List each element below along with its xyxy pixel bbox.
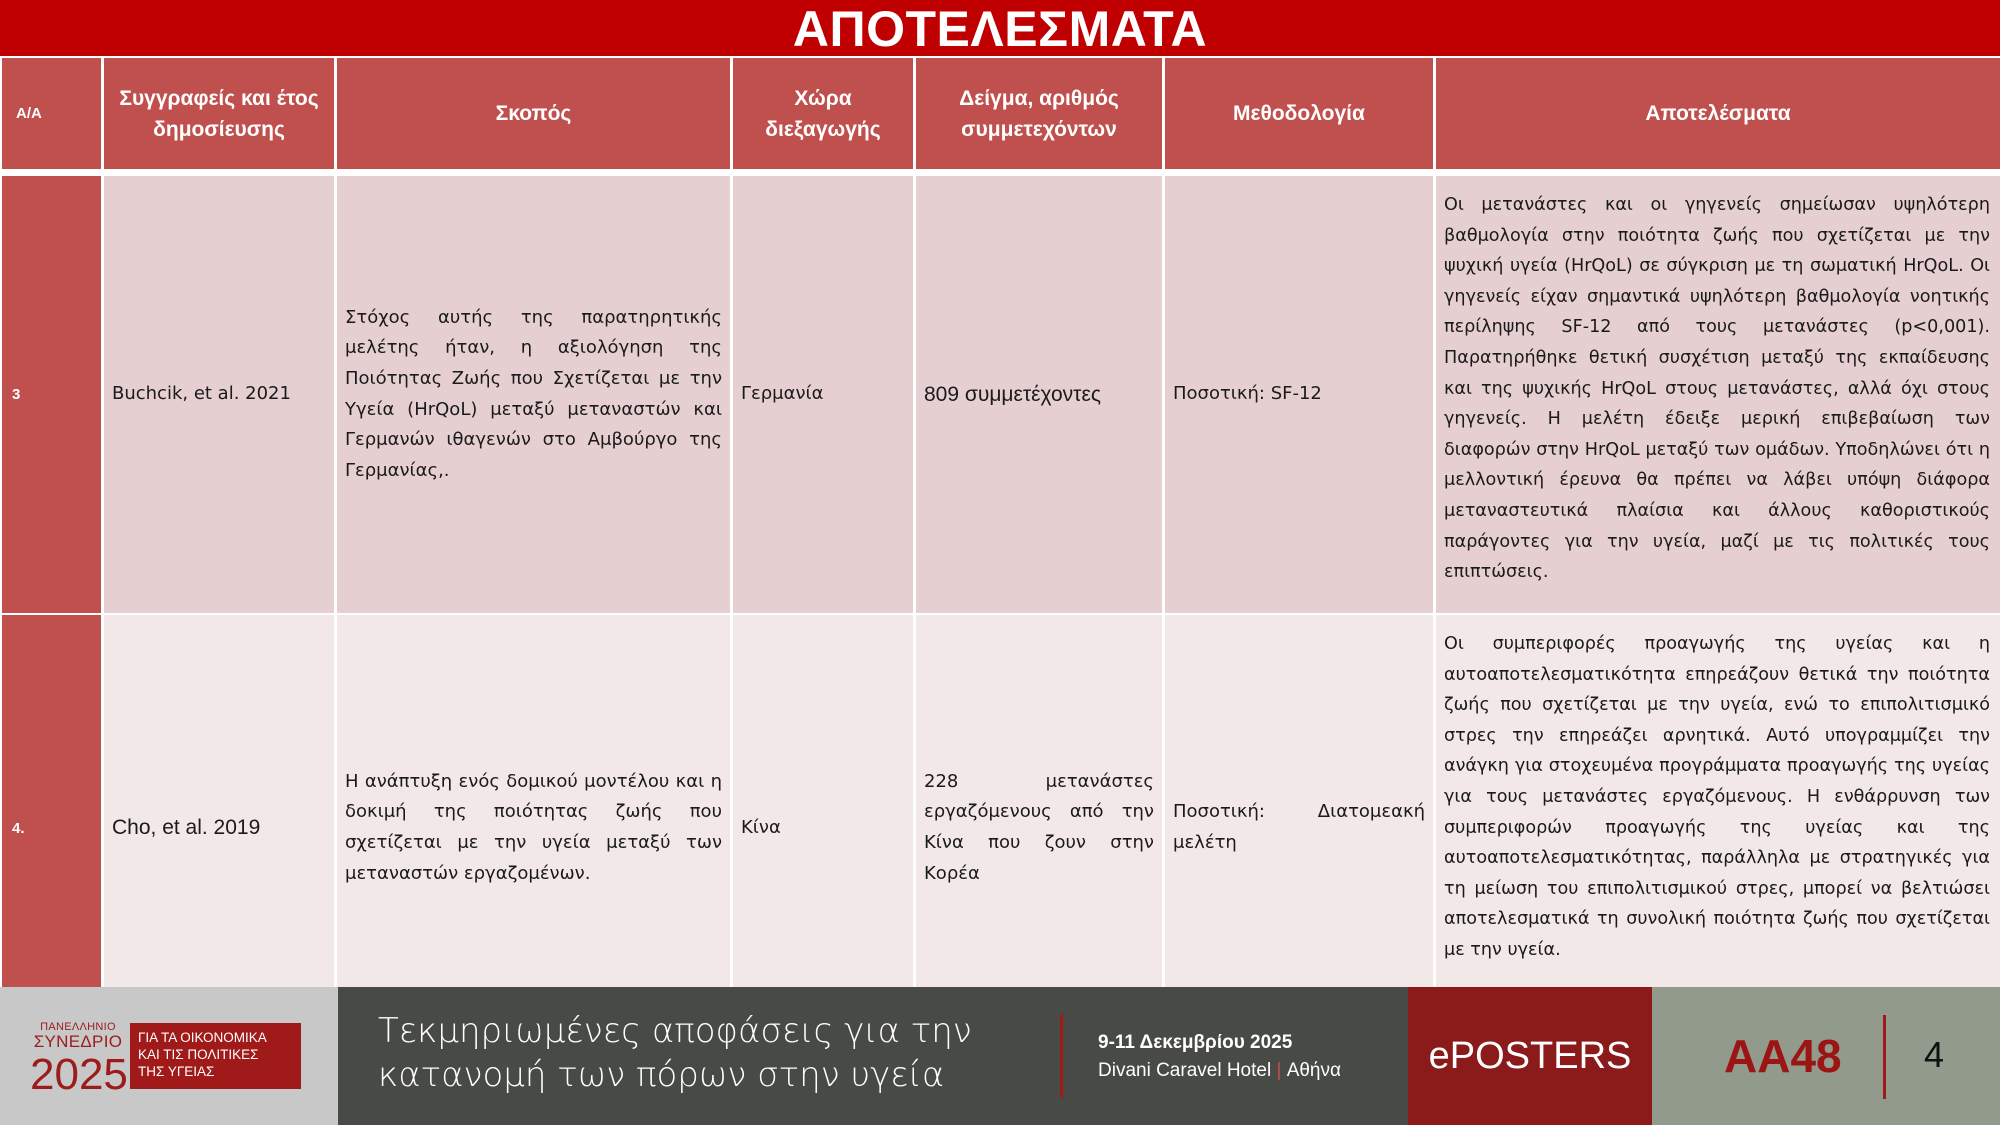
authors-text: Buchcik, et al. 2021 bbox=[112, 383, 291, 405]
event-info bbox=[1098, 1029, 1341, 1085]
row-aim bbox=[337, 615, 730, 1041]
poster-code: AA48 bbox=[1724, 1030, 1842, 1082]
divider bbox=[1060, 1014, 1063, 1098]
row-sample bbox=[916, 176, 1162, 613]
row-number: 3 bbox=[2, 176, 101, 613]
conference-slogan bbox=[378, 1009, 1018, 1097]
table-row bbox=[0, 176, 2000, 613]
authors-text: Cho, et al. 2019 bbox=[112, 816, 261, 839]
conference-logo bbox=[0, 987, 338, 1125]
country-text: Κίνα bbox=[741, 816, 781, 838]
event-location bbox=[1098, 1057, 1341, 1085]
conference-topic-box bbox=[130, 1023, 301, 1089]
eposters-label: ePOSTERS bbox=[1408, 987, 1652, 1125]
row-authors bbox=[104, 615, 334, 1041]
header-authors: Συγγραφείς και έτος δημοσίευσης bbox=[104, 58, 334, 169]
conference-line2: ΣΥΝΕΔΡΙΟ bbox=[33, 1032, 123, 1051]
conference-topic-1: ΓΙΑ ΤΑ ΟΙΚΟΝΟΜΙΚΑ bbox=[138, 1030, 267, 1045]
row-results bbox=[1436, 176, 2000, 613]
event-city: Αθήνα bbox=[1286, 1060, 1341, 1081]
results-text: Οι συμπεριφορές προαγωγής της υγείας και η αυτοαποτελεσματικότητα επηρεάζουν θετικά την ποιότητα ζωής που σχετίζεται με την υγεία, ενώ το επιπολιτισμικό στρες την επηρεάζει αρνητικά. Αυτό υπογραμμίζει την ανάγκη για στοχευμένα προγράμματα προαγωγής της υγείας για τους μετανάστες εργαζόμενους. Η ενθάρρυνση των συμπεριφορών προαγωγής της υγείας και της αυτοαποτελεσματικότητας, παράλληλα με στρατηγικές για τη μείωση του επιπολιτισμικού στρες, μπορεί να βελτιώσει αποτελεσματικά τη συνολική ποιότητα ζωής που σχετίζεται με την υγεία. bbox=[1444, 634, 1990, 960]
aim-text: Η ανάπτυξη ενός δομικού μοντέλου και η δοκιμή της ποιότητας ζωής που σχετίζεται με την υγεία μεταξύ των μεταναστών εργαζομένων. bbox=[345, 770, 722, 884]
header-aa: Α/Α bbox=[2, 58, 101, 169]
country-text: Γερμανία bbox=[741, 383, 824, 405]
row-country bbox=[733, 176, 913, 613]
table-row bbox=[0, 615, 2000, 1041]
row-method bbox=[1165, 176, 1433, 613]
header-sample: Δείγμα, αριθμός συμμετεχόντων bbox=[916, 58, 1162, 169]
sample-text: 228 μετανάστες εργαζόμενους από την Κίνα που ζουν στην Κορέα bbox=[924, 770, 1154, 884]
slogan-line2: κατανομή των πόρων στην υγεία bbox=[378, 1055, 945, 1095]
slogan-line1: Τεκμηριωμένες αποφάσεις για την bbox=[378, 1011, 972, 1051]
table-header-row bbox=[0, 58, 2000, 169]
row-sample bbox=[916, 615, 1162, 1041]
poster-id-panel bbox=[1652, 987, 2000, 1125]
aim-text: Στόχος αυτής της παρατηρητικής μελέτης ήταν, η αξιολόγηση της Ποιότητας Ζωής που Σχετίζεται με την Υγεία (HrQoL) μεταξύ μεταναστών και Γερμανών ιθαγενών στο Αμβούργο της Γερμανίας,. bbox=[345, 306, 722, 481]
poster-footer bbox=[0, 987, 2000, 1125]
header-aim: Σκοπός bbox=[337, 58, 730, 169]
row-method bbox=[1165, 615, 1433, 1041]
method-text: Ποσοτική: Διατομεακή μελέτη bbox=[1173, 801, 1425, 853]
conference-topic-3: ΤΗΣ ΥΓΕΙΑΣ bbox=[138, 1064, 215, 1079]
footer-slogan-panel bbox=[338, 987, 1408, 1125]
conference-name bbox=[30, 1021, 126, 1097]
method-text: Ποσοτική: SF-12 bbox=[1173, 383, 1322, 405]
row-country bbox=[733, 615, 913, 1041]
header-method: Μεθοδολογία bbox=[1165, 58, 1433, 169]
conference-line1: ΠΑΝΕΛΛΗΝΙΟ bbox=[40, 1021, 116, 1033]
divider bbox=[1883, 1015, 1886, 1099]
conference-topic-2: ΚΑΙ ΤΙΣ ΠΟΛΙΤΙΚΕΣ bbox=[138, 1047, 259, 1062]
row-results bbox=[1436, 615, 2000, 1041]
row-aim bbox=[337, 176, 730, 613]
event-venue: Divani Caravel Hotel bbox=[1098, 1060, 1272, 1081]
results-text: Οι μετανάστες και οι γηγενείς σημείωσαν υψηλότερη βαθμολογία στην ποιότητα ζωής που σχετίζεται με την ψυχική υγεία (HrQoL) σε σύγκριση με τη σωματική HrQoL. Οι γηγενείς είχαν σημαντικά υψηλότερη βαθμολογία νοητικής περίληψης SF-12 από τους μετανάστες (p<0,001). Παρατηρήθηκε θετική συσχέτιση μεταξύ της εκπαίδευσης και της ψυχικής HrQoL στους μετανάστες, αλλά όχι στους γηγενείς. Η μελέτη έδειξε μερική επιβεβαίωση των διαφορών στην HrQoL μεταξύ των ομάδων. Υποδηλώνει ότι η μελλοντική έρευνα θα πρέπει να λάβει υπόψη διάφορα μεταναστευτικά πλαίσια και άλλους καθοριστικούς παράγοντες για την υγεία, μαζί με τις πολιτικές τους επιπτώσεις. bbox=[1444, 195, 1990, 583]
poster-title: ΑΠΟΤΕΛΕΣΜΑΤΑ bbox=[0, 0, 2000, 56]
event-date: 9-11 Δεκεμβρίου 2025 bbox=[1098, 1032, 1293, 1053]
header-country: Χώρα διεξαγωγής bbox=[733, 58, 913, 169]
row-authors bbox=[104, 176, 334, 613]
conference-year: 2025 bbox=[30, 1050, 128, 1099]
page-number: 4 bbox=[1924, 1034, 1945, 1075]
sample-text: 809 συμμετέχοντες bbox=[924, 382, 1101, 406]
row-number: 4. bbox=[2, 615, 101, 1041]
event-separator: | bbox=[1276, 1060, 1282, 1081]
header-results: Αποτελέσματα bbox=[1436, 58, 2000, 169]
